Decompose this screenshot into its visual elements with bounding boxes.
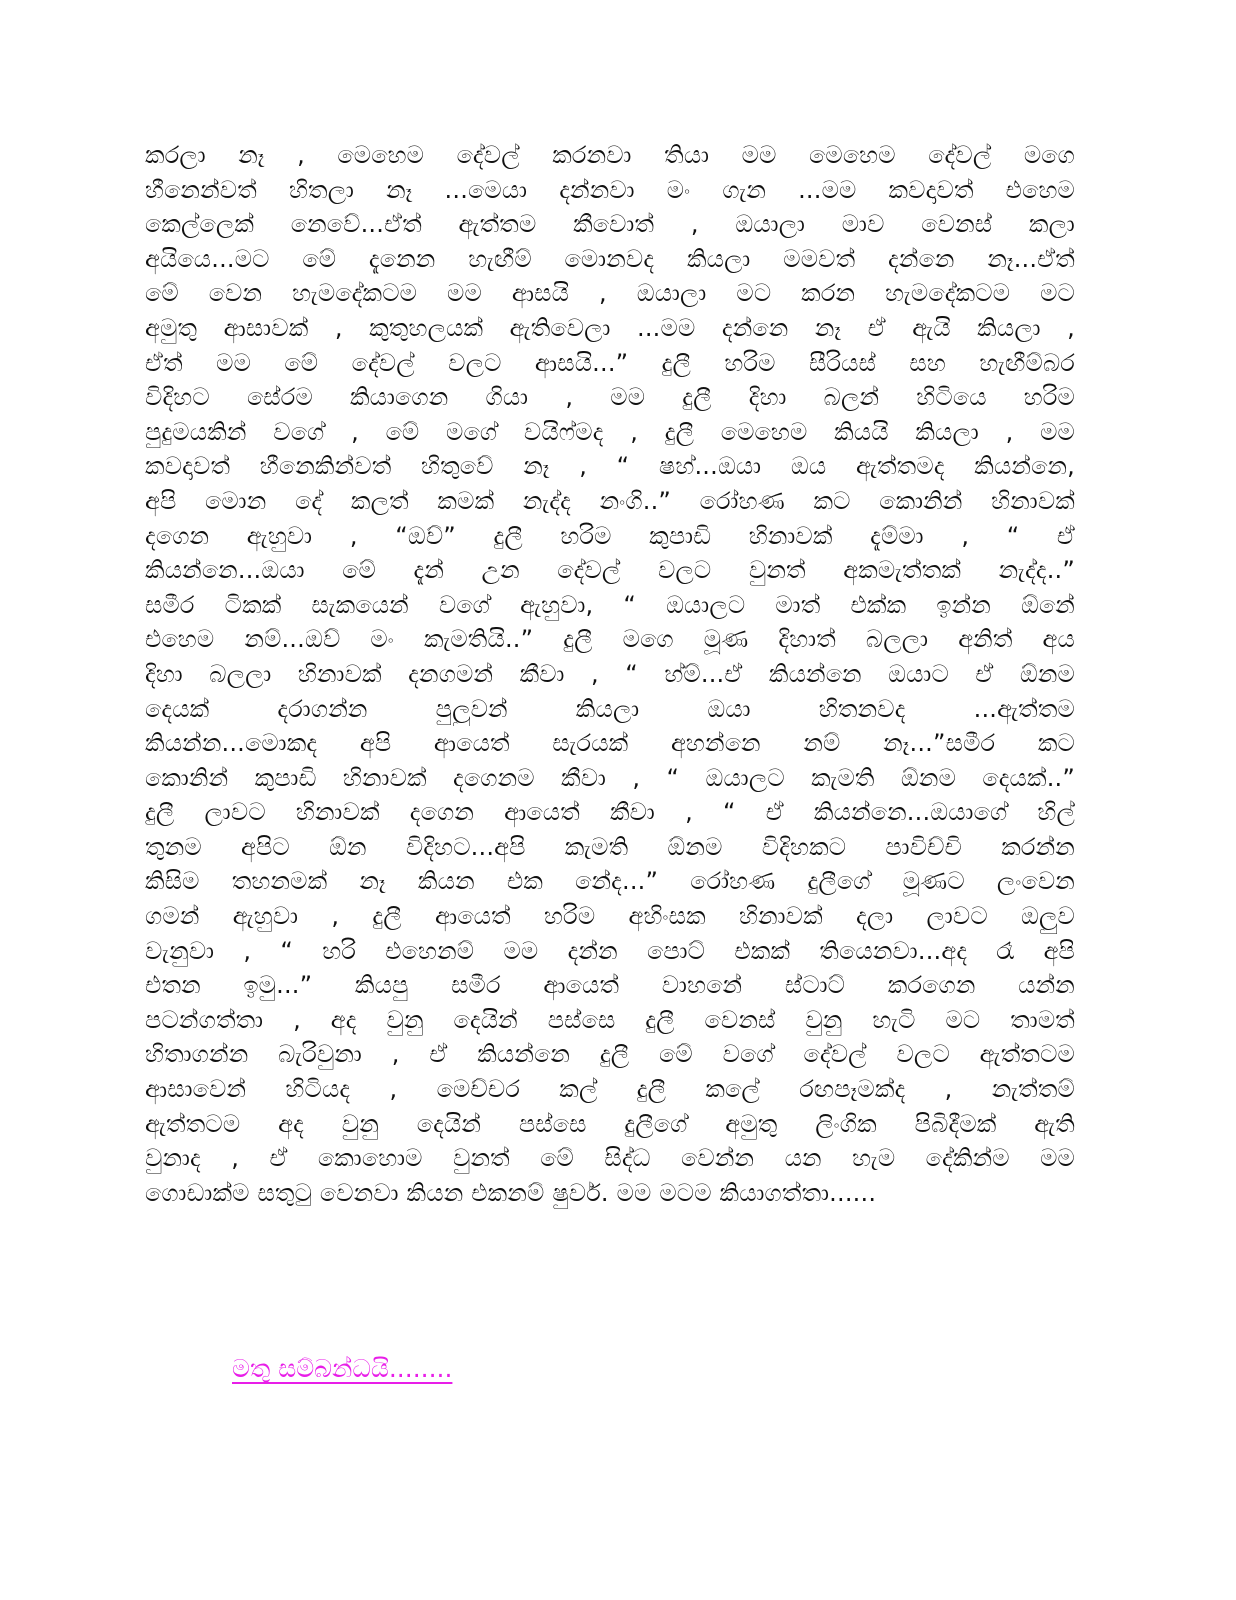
text-line: ඇත්තටම අද වුනු දෙයින් පස්සෙ දුලීගේ අමුතු ලිංගික පිබිදීමක් ඇති xyxy=(145,1109,1075,1138)
text-line: කෙල්ලෙක් නෙවේ...ඒත් ඇත්තම කීවොත් , ඔයාලා මාව වෙනස් කලා xyxy=(145,210,1075,239)
text-line: දගෙන ඇහුවා , “ඔව්” දුලී හරිම කුපාඩි හිනාවක් දැම්මා , “ ඒ xyxy=(145,521,1075,550)
text-line: මේ වෙන හැමදේකටම මම ආසයි , ඔයාලා මට කරන හැමදේකටම මට xyxy=(145,279,1075,308)
text-line: දෙයක් දරාගන්න පුලුවන් කියලා ඔයා හිතනවද ...ඇත්තම xyxy=(145,694,1075,723)
text-line: එහෙම නම්...ඔව් මං කැමතියි..” දුලී මගෙ මූණ දිහාත් බලලා අනිත් අය xyxy=(145,625,1075,654)
text-line: හීනෙන්වත් හිතලා නෑ ...මෙයා දන්නවා මං ගැන ...මම කවදාවත් එහෙම xyxy=(145,175,1075,204)
text-line: අමුතු ආසාවක් , කුතුහලයක් ඇතිවෙලා ...මම දන්නෙ නෑ ඒ ඇයි කියලා , xyxy=(145,313,1075,342)
text-line: අපි මොන දේ කලත් කමක් නැද්ද නංගි..” රෝහණ කට කොනින් හිනාවක් xyxy=(145,486,1075,515)
text-line: වුනාද , ඒ කොහොම වුනත් මේ සිද්ධ වෙන්න යන හැම දේකින්ම මම xyxy=(145,1144,1075,1173)
text-line: කවදාවත් හීනෙකින්වත් හිතුවේ නෑ , “ ෂහ්...ඔයා ඔය ඇත්තමද කියන්නෙ, xyxy=(145,452,1075,481)
text-line: දිහා බලලා හිනාවක් දනගමන් කීවා , “ හ්ම්...ඒ කියන්නෙ ඔයාට ඒ ඕනම xyxy=(145,659,1075,688)
text-line: වැනුවා , “ හරි එහෙනම් මම දන්න පොට් එකක් තියෙනවා...අද රෑ අපි xyxy=(145,936,1075,965)
story-body-text xyxy=(145,138,1075,1210)
text-line: ගමන් ඇහුවා , දුලී ආයෙත් හරිම අහිංසක හිනාවක් දලා ලාවට ඔලුව xyxy=(145,902,1075,931)
text-line: තුනම අපිට ඕන විදිහට...අපි කැමති ඕනම විදිහකට පාවිච්චි කරන්න xyxy=(145,832,1075,861)
text-line: දුලී ලාවට හිනාවක් දගෙන ආයෙත් කීවා , “ ඒ කියන්නෙ...ඔයාගේ හිල් xyxy=(145,798,1075,827)
text-line: ගොඩාක්ම සතුටු වෙනවා කියන එකනම් ෂුවර්. මම මටම කියාගත්තා...... xyxy=(145,1178,877,1207)
text-line: කොනින් කුපාඩි හිනාවක් දගෙනම කීවා , “ ඔයාලට කැමති ඕනම දෙයක්..” xyxy=(145,763,1075,792)
text-line: ඒත් මම මේ දේවල් වලට ආසයි...” දුලී හරිම සීරියස් සහ හැඟීම්බර xyxy=(145,348,1075,377)
text-line: කරලා නෑ , මෙහෙම දේවල් කරනවා තියා මම මෙහෙම දේවල් මගෙ xyxy=(145,141,1075,169)
text-line: කියන්නෙ...ඔයා මේ දැන් උන දේවල් වලට වුනත් අකමැත්තක් නැද්ද..” xyxy=(145,556,1075,585)
text-line: විදිහට සේරම කියාගෙන ගියා , මම දුලී දිහා බලන් හිටියෙ හරිම xyxy=(145,383,1075,412)
text-line: පටන්ගත්තා , අද වුනු දෙයින් පස්සෙ දුලී වෙනස් වුනු හැටි මට තාමත් xyxy=(145,1005,1075,1034)
text-line: සමීර ටිකක් සැකයෙන් වගේ ඇහුවා, “ ඔයාලට මාත් එක්ක ඉන්න ඕනේ xyxy=(145,590,1075,619)
text-line: හිතාගන්න බැරිවුනා , ඒ කියන්නෙ දුලී මේ වගේ දේවල් වලට ඇත්තටම xyxy=(145,1040,1075,1069)
text-line: කියන්න...මොකද අපි ආයෙත් සැරයක් අහන්නෙ නම් නෑ...”සමීර කට xyxy=(145,729,1075,758)
text-line: කිසිම තහනමක් නෑ කියන එක නේද...” රෝහණ දුලීගේ මූණට ලංවෙන xyxy=(145,867,1075,896)
text-line: එතන ඉමු...” කියපු සමීර ආයෙත් වාහනේ ස්ටාට් කරගෙන යන්න xyxy=(145,971,1075,1000)
text-line: අයියෙ...මට මේ දැනෙන හැඟීම් මොනවද කියලා මමවත් දන්නෙ නෑ...ඒත් xyxy=(145,244,1075,273)
to-be-continued-link[interactable]: මතු සම්බන්ධයි........ xyxy=(232,1354,453,1383)
text-line: පුදුමයකින් වගේ , මේ මගේ වයිෆ්මද , දුලී මෙහෙම කියයි කියලා , මම xyxy=(145,417,1075,446)
text-line: ආසාවෙන් හිටියද , මෙච්චර කල් දුලී කලේ රඟපෑමක්ද , නැත්තම් xyxy=(145,1075,1075,1104)
